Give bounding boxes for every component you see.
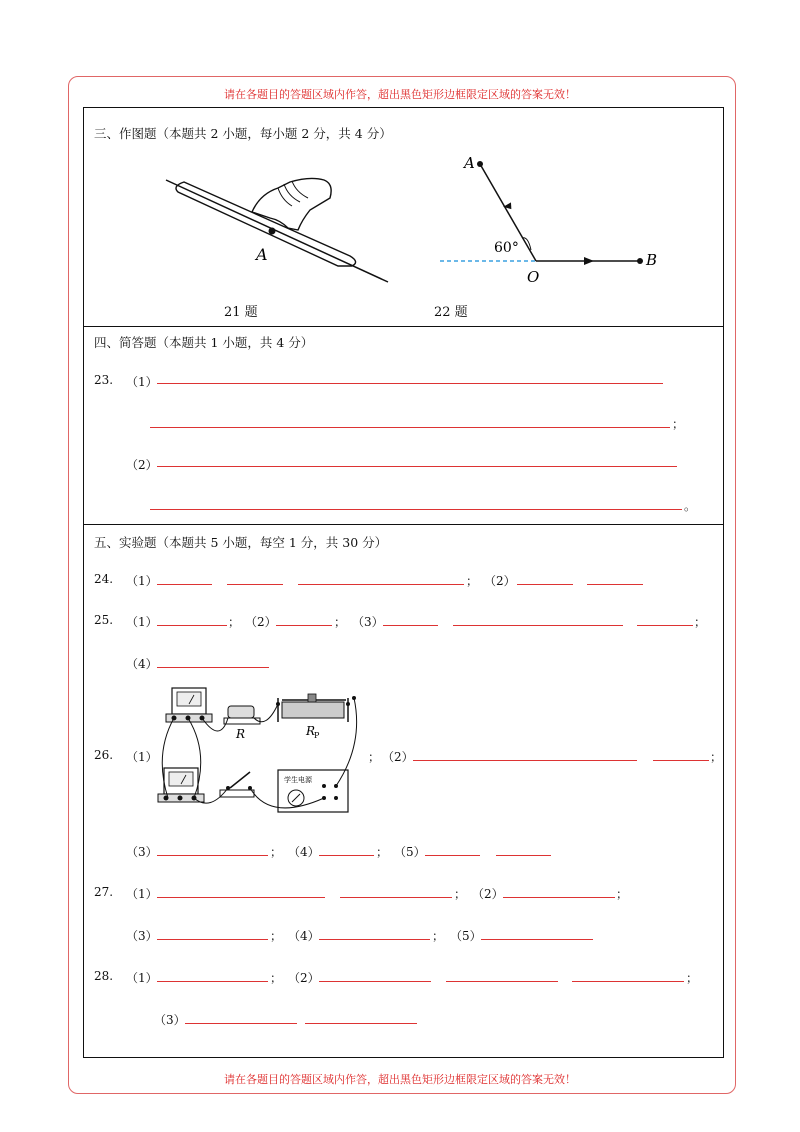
q23-p2-period: 。 (684, 499, 697, 513)
q28-blank-2a[interactable] (319, 981, 431, 982)
q25-blank-3[interactable] (383, 625, 438, 626)
q23-p2-line1[interactable] (157, 466, 677, 467)
q26-blank-3[interactable] (157, 855, 268, 856)
q26-p3-label: （3） (126, 845, 158, 859)
fig22-angle: 60° (494, 240, 519, 256)
q24-semicolon: ； (466, 574, 479, 588)
q28-semicolon-2: ； (686, 971, 699, 985)
resistor-icon (228, 706, 254, 718)
q25-blank-5[interactable] (637, 625, 693, 626)
divider-2 (83, 524, 724, 525)
figure-22 (430, 150, 670, 290)
q28-blank-2c[interactable] (572, 981, 684, 982)
q23-p1-label: （1） (126, 375, 158, 389)
q25-p1-label: （1） (126, 615, 158, 629)
label-rp: R (306, 724, 316, 738)
q26-semicolon-3: ； (270, 845, 283, 859)
figure-21 (160, 170, 400, 290)
q24-number: 24. (94, 572, 114, 586)
q27-blank-3[interactable] (157, 939, 268, 940)
q25-blank-1[interactable] (157, 625, 227, 626)
q26-p1-label: （1） (126, 750, 158, 764)
warning-top: 请在各题目的答题区域内作答，超出黑色矩形边框限定区域的答案无效！ (224, 88, 576, 101)
q27-semicolon-3: ； (270, 929, 283, 943)
q23-p1-semicolon: ； (672, 417, 685, 431)
q24-blank-4[interactable] (517, 584, 573, 585)
q27-p2-label: （2） (472, 887, 504, 901)
q23-p2-line2[interactable] (150, 509, 682, 510)
point-a-dot (269, 228, 276, 235)
q26-semicolon-4: ； (376, 845, 389, 859)
divider-1 (83, 326, 724, 327)
q23-number: 23. (94, 373, 114, 387)
q26-blank-2a[interactable] (413, 760, 637, 761)
q28-blank-2b[interactable] (446, 981, 558, 982)
q27-blank-2[interactable] (503, 897, 615, 898)
label-r: R (236, 727, 246, 741)
q25-p4-label: （4） (126, 657, 158, 671)
label-rp-sub: P (314, 731, 320, 740)
fig22-o: O (527, 268, 540, 286)
fig21-label: A (256, 245, 268, 264)
q25-p2-label: （2） (245, 615, 277, 629)
rheostat-icon (282, 702, 344, 718)
section5-title: 五、实验题（本题共 5 小题，每空 1 分，共 30 分） (94, 535, 388, 550)
q27-blank-5[interactable] (481, 939, 593, 940)
q26-blank-4[interactable] (319, 855, 374, 856)
q27-p1-label: （1） (126, 887, 158, 901)
q26-blank-5b[interactable] (496, 855, 551, 856)
fig22-a: A (464, 154, 475, 172)
q28-blank-3b[interactable] (305, 1023, 417, 1024)
section3-title: 三、作图题（本题共 2 小题，每小题 2 分，共 4 分） (94, 126, 392, 141)
circuit-figure (150, 684, 365, 824)
q28-number: 28. (94, 969, 114, 983)
q28-semicolon-1: ； (270, 971, 283, 985)
q27-p4-label: （4） (288, 929, 320, 943)
q27-p5-label: （5） (450, 929, 482, 943)
q25-semicolon-1: ； (228, 615, 241, 629)
q25-p3-label: （3） (352, 615, 384, 629)
q26-blank-2b[interactable] (653, 760, 709, 761)
q26-p4-label: （4） (288, 845, 320, 859)
fig22-b: B (646, 251, 658, 269)
q27-semicolon-1: ； (454, 887, 467, 901)
q24-p1-label: （1） (126, 574, 158, 588)
q28-p3-label: （3） (154, 1013, 186, 1027)
q23-p1-line2[interactable] (150, 427, 670, 428)
q24-p2-label: （2） (484, 574, 516, 588)
q27-blank-4[interactable] (319, 939, 430, 940)
q26-number: 26. (94, 748, 114, 762)
q28-p2-label: （2） (288, 971, 320, 985)
q27-number: 27. (94, 885, 114, 899)
q27-blank-1b[interactable] (340, 897, 452, 898)
q24-blank-1[interactable] (157, 584, 212, 585)
q27-p3-label: （3） (126, 929, 158, 943)
q28-blank-3a[interactable] (185, 1023, 297, 1024)
fig22-caption: 22 题 (434, 305, 468, 320)
warning-bottom: 请在各题目的答题区域内作答，超出黑色矩形边框限定区域的答案无效！ (224, 1073, 576, 1086)
hand-icon (252, 178, 331, 230)
q24-blank-5[interactable] (587, 584, 643, 585)
q26-semicolon-1: ； (368, 750, 381, 764)
q27-blank-1a[interactable] (157, 897, 325, 898)
q25-number: 25. (94, 613, 114, 627)
q27-semicolon-2: ； (616, 887, 629, 901)
point-b (637, 258, 643, 264)
q28-blank-1[interactable] (157, 981, 268, 982)
q24-blank-2[interactable] (227, 584, 283, 585)
q26-blank-5a[interactable] (425, 855, 480, 856)
q23-p2-label: （2） (126, 458, 158, 472)
ray-ao-arrow (503, 202, 514, 212)
q24-blank-3[interactable] (298, 584, 464, 585)
power-label: 学生电源 (284, 776, 312, 784)
q27-semicolon-4: ； (432, 929, 445, 943)
q23-p1-line1[interactable] (157, 383, 663, 384)
q26-p2-label: （2） (382, 750, 414, 764)
ray-ob-arrow (584, 257, 594, 265)
q26-p5-label: （5） (394, 845, 426, 859)
q25-blank-2[interactable] (276, 625, 332, 626)
fig21-caption: 21 题 (224, 305, 258, 320)
q28-p1-label: （1） (126, 971, 158, 985)
q26-semicolon-2: ； (710, 750, 723, 764)
section4-title: 四、简答题（本题共 1 小题，共 4 分） (94, 335, 314, 350)
q25-semicolon-3: ； (694, 615, 707, 629)
point-a (477, 161, 483, 167)
q25-blank-4[interactable] (453, 625, 623, 626)
q25-blank-6[interactable] (157, 667, 269, 668)
q25-semicolon-2: ； (334, 615, 347, 629)
